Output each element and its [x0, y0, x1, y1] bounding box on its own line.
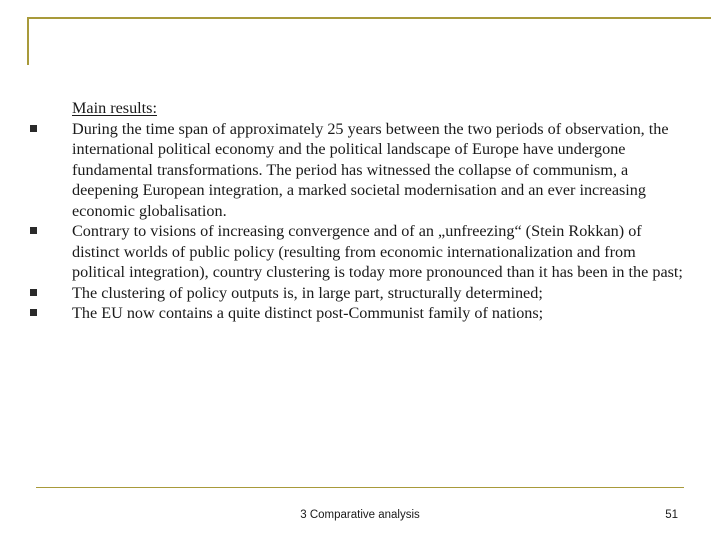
- bullet-item-2: [72, 221, 692, 283]
- footer-divider: [36, 487, 684, 488]
- square-bullet-icon: [30, 309, 37, 316]
- bullet-text-4: The EU now contains a quite distinct post-Communist family of nations;: [72, 304, 544, 322]
- square-bullet-icon: [30, 289, 37, 296]
- bullet-text-2: Contrary to visions of increasing convergence and of an „unfreezing“ (Stein Rokkan) of distinct worlds of public policy (resulting from economic internationalization and from political integration), country clustering is today more pronounced than it has been in the past;: [72, 222, 683, 281]
- frame-left-line: [27, 17, 29, 65]
- slide-heading: Main results:: [72, 99, 157, 117]
- bullet-text-1: During the time span of approximately 25 years between the two periods of observation, the international political economy and the political landscape of Europe have undergone fundamental transformations. The period has witnessed the collapse of communism, a deepening European integration, a marked societal modernisation and an ever increasing economic globalisation.: [72, 119, 669, 220]
- bullet-item-1: [72, 119, 692, 222]
- slide-body: [72, 98, 692, 324]
- footer-page-number: 51: [665, 509, 678, 521]
- square-bullet-icon: [30, 125, 37, 132]
- bullet-item-4: [72, 303, 692, 324]
- frame-top-line: [27, 17, 711, 19]
- square-bullet-icon: [30, 227, 37, 234]
- bullet-list: [72, 119, 692, 324]
- bullet-item-3: [72, 283, 692, 304]
- footer-section-label: 3 Comparative analysis: [300, 509, 420, 521]
- bullet-text-3: The clustering of policy outputs is, in large part, structurally determined;: [72, 283, 543, 302]
